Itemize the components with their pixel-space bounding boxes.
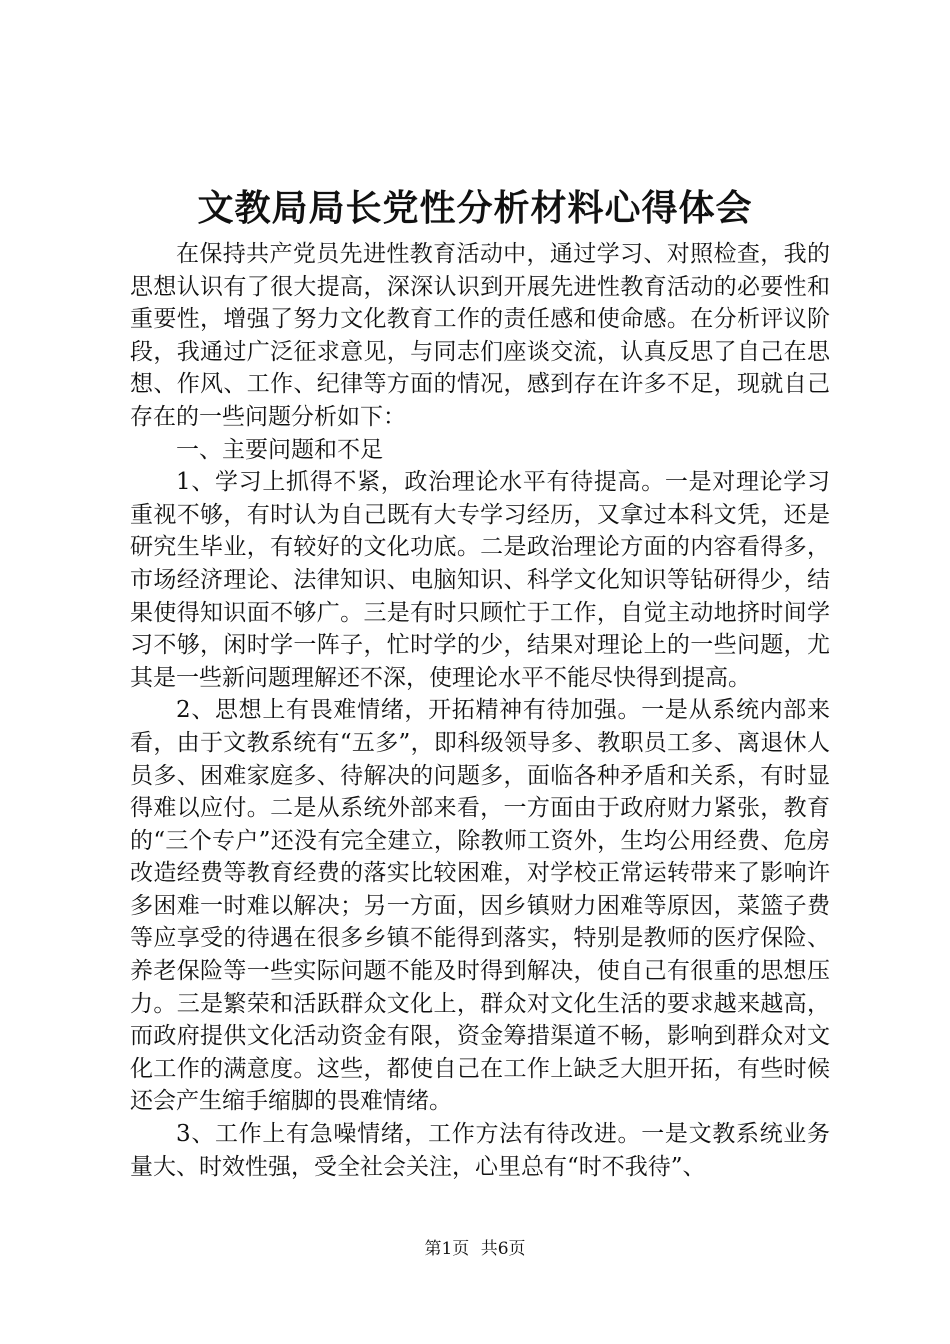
page-footer: [0, 1238, 950, 1260]
paragraph-intro: 在保持共产党员先进性教育活动中，通过学习、对照检查，我的思想认识有了很大提高，深深认识到开展先进性教育活动的必要性和重要性，增强了努力文化教育工作的责任感和使命感。在分析评议阶段，我通过广泛征求意见，与同志们座谈交流，认真反思了自己在思想、作风、工作、纪律等方面的情况，感到存在许多不足，现就自己存在的一些问题分析如下：: [130, 241, 830, 430]
paragraph-point-2: 2、思想上有畏难情绪，开拓精神有待加强。一是从系统内部来看，由于文教系统有“五多”，即科级领导多、教职员工多、离退休人员多、困难家庭多、待解决的问题多，面临各种矛盾和关系，有时显得难以应付。二是从系统外部来看，一方面由于政府财力紧张，教育的“三个专户”还没有完全建立，除教师工资外，生均公用经费、危房改造经费等教育经费的落实比较困难，对学校正常运转带来了影响许多困难一时难以解决；另一方面，因乡镇财力困难等原因，菜篮子费等应享受的待遇在很多乡镇不能得到落实，特别是教师的医疗保险、养老保险等一些实际问题不能及时得到解决，使自己有很重的思想压力。三是繁荣和活跃群众文化上，群众对文化生活的要求越来越高，而政府提供文化活动资金有限，资金筹措渠道不畅，影响到群众对文化工作的满意度。这些，都使自己在工作上缺乏大胆开拓，有些时候还会产生缩手缩脚的畏难情绪。: [130, 697, 830, 1115]
paragraph-point-3: 3、工作上有急噪情绪，工作方法有待改进。一是文教系统业务量大、时效性强，受全社会关注，心里总有“时不我待”、: [130, 1121, 830, 1180]
paragraph-point-1: 1、学习上抓得不紧，政治理论水平有待提高。一是对理论学习重视不够，有时认为自己既有大专学习经历，又拿过本科文凭，还是研究生毕业，有较好的文化功底。二是政治理论方面的内容看得多，市场经济理论、法律知识、电脑知识、科学文化知识等钻研得少，结果使得知识面不够广。三是有时只顾忙于工作，自觉主动地挤时间学习不够，闲时学一阵子，忙时学的少，结果对理论上的一些问题，尤其是一些新问题理解还不深，使理论水平不能尽快得到提高。: [130, 469, 830, 691]
page-number-current: 第1页: [424, 1239, 470, 1259]
section-heading: 一、主要问题和不足: [176, 436, 383, 463]
document-body: [130, 238, 830, 1183]
document-title: 文教局局长党性分析材料心得体会: [197, 187, 753, 229]
page-number-total: 共6页: [480, 1239, 526, 1259]
